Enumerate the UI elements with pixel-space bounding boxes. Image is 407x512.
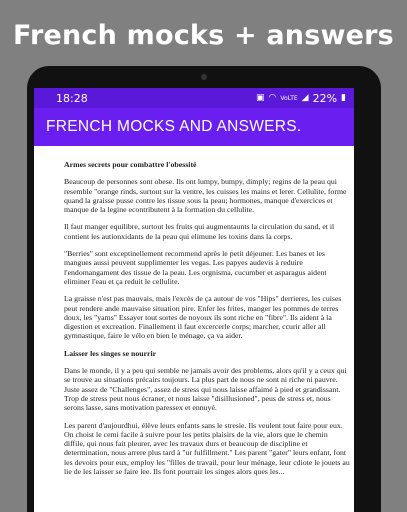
app-bar	[34, 108, 354, 146]
paragraph: Dans le monde, il y a peu qui semble ne jamais avoir des problems, alors qu'il y a ceux qui se trouve au situations précairs toujours. La plus part de nous ne sont ni riche ni pauvre. Juste assez de "Challenges", assez de stress qui nous laisse affaimé à pied et grandissant. Trop de stress peut nous écraner, et nous laisse "disillusioned", peus de stress et, nous serons lasse, sans motivation paressex et ennuyé.	[64, 366, 347, 413]
paragraph: La graisse n'est pas mauvais, mais l'excès de ça autour de vos "Hips" derrieres, les cuises peut rendere ande mauvaise situation pire. Enfer les frites, manger les pommes de terres doux, les "yams" Essayer tout sortes de noyoux ils sont riche en "fibre". Ils aident à la digestion et excreation. Finallement il faut excercerle corps; marcher, ccurir aller all gymnastique, faire le vélo en bien le ménage, ça va aider.	[64, 294, 342, 341]
battery-percent: 22%	[312, 91, 338, 105]
status-bar	[34, 88, 354, 108]
app-screen	[34, 88, 354, 512]
battery-icon: ▮	[341, 93, 346, 103]
volte-label: VoLTE	[280, 94, 298, 102]
wifi-icon: ◠	[268, 93, 277, 103]
article-content[interactable]	[34, 146, 354, 476]
status-time: 18:28	[56, 91, 88, 105]
article-heading-2: Laisser les singes se nourrir	[64, 348, 157, 358]
paragraph: Les parent d'aujourdhui, élève leurs enfants sans le stresie. Ils veulent tout faire pour eux. On choist le cemi facile à suivre pour les petits plaisirs de la vie, alors que le chemin diffile, qui nous fait pleurer, avec les travaux durs et beaucoup de discipline et determination, nous arrere plus tard à "ur fulfillment." Les parent "gater" leurs enfant, font les devoirs pour eux, employ les "filles de travail, pour leur ménage, leur cdiote le jouets au lie de les laisser se faire lee. Ils font pourrair les singes alors ques les...	[64, 420, 350, 477]
signal-icon: ◢	[301, 93, 309, 103]
camera-icon	[201, 74, 207, 80]
paragraph: "Berries" sont exceptinellement recommend après le petit déjeuner. Les banes et les mangues aussi peuvent supplimenter les vegas. Les papyes audevis à reduire l'endomangament des tissue de la peau. Les orgnisma, cucumber et asparagus aident eliminer l'eau et ça reduit le cellulite.	[64, 249, 327, 286]
paragraph: Beaucoup de personnes sont obese. Ils ont lumpy, bumpy, dimply; regins de la peau qui resemble "orange rinds, surtout sur la ventre, les cuisses les mains et lerer. Cellulite, forme quand la graisse pusse contre les tissue sous la peau; hormones, manque d'exercices et manque de la legine econtributent à la formation du cellulite.	[64, 177, 347, 215]
app-title: FRENCH MOCKS AND ANSWERS.	[46, 118, 302, 135]
status-icons	[256, 92, 346, 105]
notification-icon: ▣	[256, 93, 265, 103]
promo-title: French mocks + answers	[13, 20, 394, 51]
article-heading-1: Armes secrets pour combattre l'obessité	[64, 160, 197, 169]
paragraph: Il faut manger equilibre, surtout les fruits qui augmentaunts la circulation du sand, et il contient les autionxidants de la peau qui elimune les toxins dans la corps.	[64, 222, 335, 241]
